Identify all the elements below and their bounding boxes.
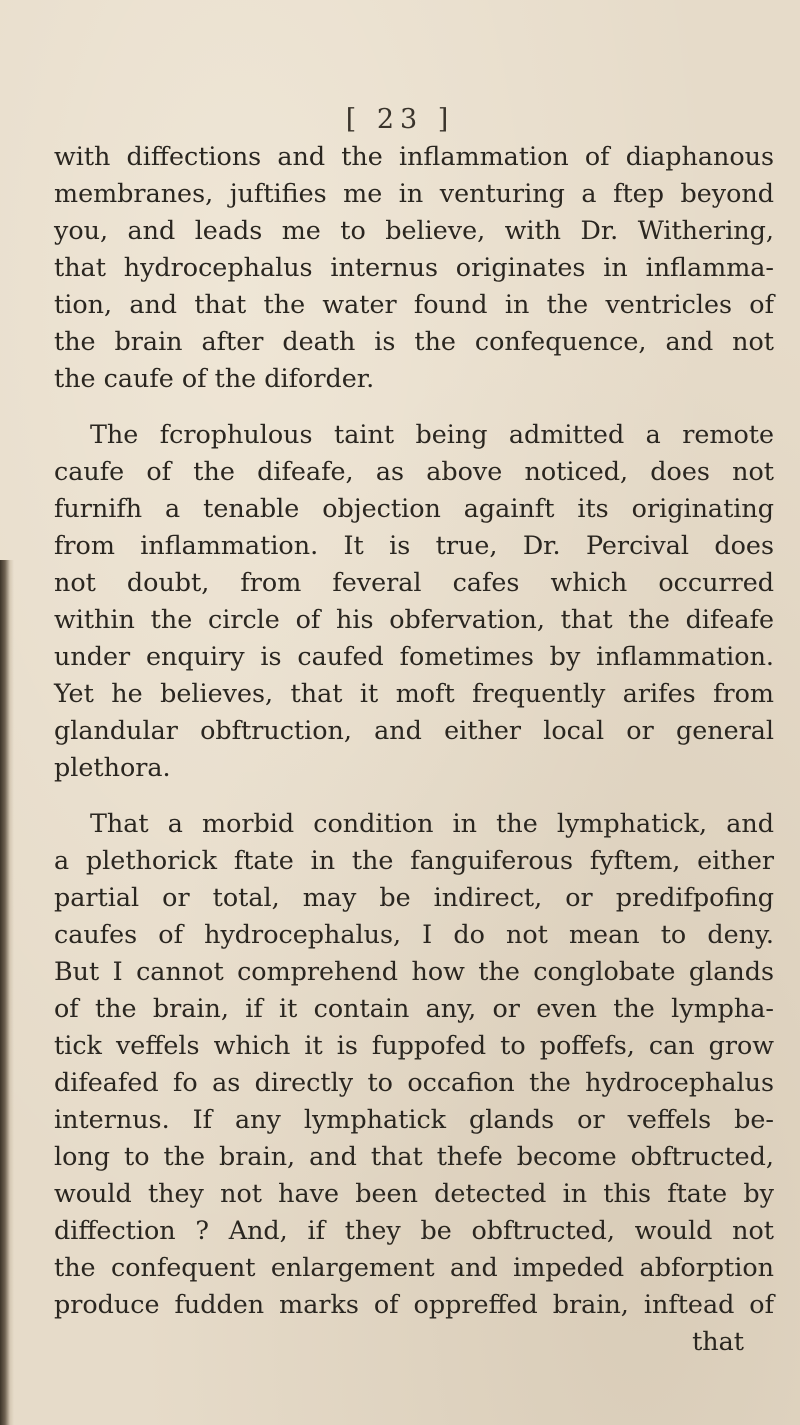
text-line: a plethorick ftate in the fanguiferous fyftem, either [54, 845, 774, 875]
text-line: difeafed fo as directly to occafion the hydrocephalus [54, 1067, 774, 1097]
paragraph [54, 416, 774, 786]
text-line: of the brain, if it contain any, or even the lympha- [54, 993, 774, 1023]
text-line: under enquiry is caufed fometimes by inflammation. [54, 641, 774, 671]
text-line: furnifh a tenable objection againft its originating [54, 493, 774, 523]
text-line: long to the brain, and that thefe become obftructed, [54, 1141, 774, 1171]
text-line: membranes, juftifies me in venturing a ftep beyond [54, 178, 774, 208]
text-line: would they not have been detected in this ftate by [54, 1178, 774, 1208]
body-text [54, 138, 774, 1360]
text-line: not doubt, from feveral cafes which occurred [54, 567, 774, 597]
paragraph [54, 805, 774, 1360]
text-line: the confequent enlargement and impeded abforption [54, 1252, 774, 1282]
text-line: But I cannot comprehend how the conglobate glands [54, 956, 774, 986]
text-line: that hydrocephalus internus originates in inflamma- [54, 252, 774, 282]
text-line: with diffections and the inflammation of diaphanous [54, 141, 774, 171]
text-line: diffection ? And, if they be obftructed, would not [54, 1215, 774, 1245]
text-line: tick veffels which it is fuppofed to poffefs, can grow [54, 1030, 774, 1060]
text-line: glandular obftruction, and either local or general [54, 715, 774, 745]
text-line: you, and leads me to believe, with Dr. Withering, [54, 215, 774, 245]
text-line: the brain after death is the confequence, and not [54, 326, 774, 356]
text-line: internus. If any lymphatick glands or veffels be- [54, 1104, 774, 1134]
text-line: Yet he believes, that it moft frequently arifes from [54, 678, 774, 708]
page-binding-edge [0, 560, 14, 1425]
text-line: the caufe of the diforder. [54, 363, 375, 393]
text-line: from inflammation. It is true, Dr. Percival does [54, 530, 774, 560]
text-line: That a morbid condition in the lymphatick, and [90, 808, 774, 838]
paragraph [54, 138, 774, 397]
text-line: partial or total, may be indirect, or predifpofing [54, 882, 774, 912]
text-line: tion, and that the water found in the ventricles of [54, 289, 774, 319]
text-line: caufes of hydrocephalus, I do not mean to deny. [54, 919, 774, 949]
catchword: that [692, 1326, 744, 1356]
text-line: within the circle of his obfervation, that the difeafe [54, 604, 774, 634]
text-line: produce fudden marks of oppreffed brain, inftead of [54, 1289, 774, 1319]
text-line: plethora. [54, 752, 171, 782]
text-line: caufe of the difeafe, as above noticed, does not [54, 456, 774, 486]
page-number: [ 23 ] [345, 104, 455, 135]
text-line: The fcrophulous taint being admitted a remote [90, 419, 774, 449]
